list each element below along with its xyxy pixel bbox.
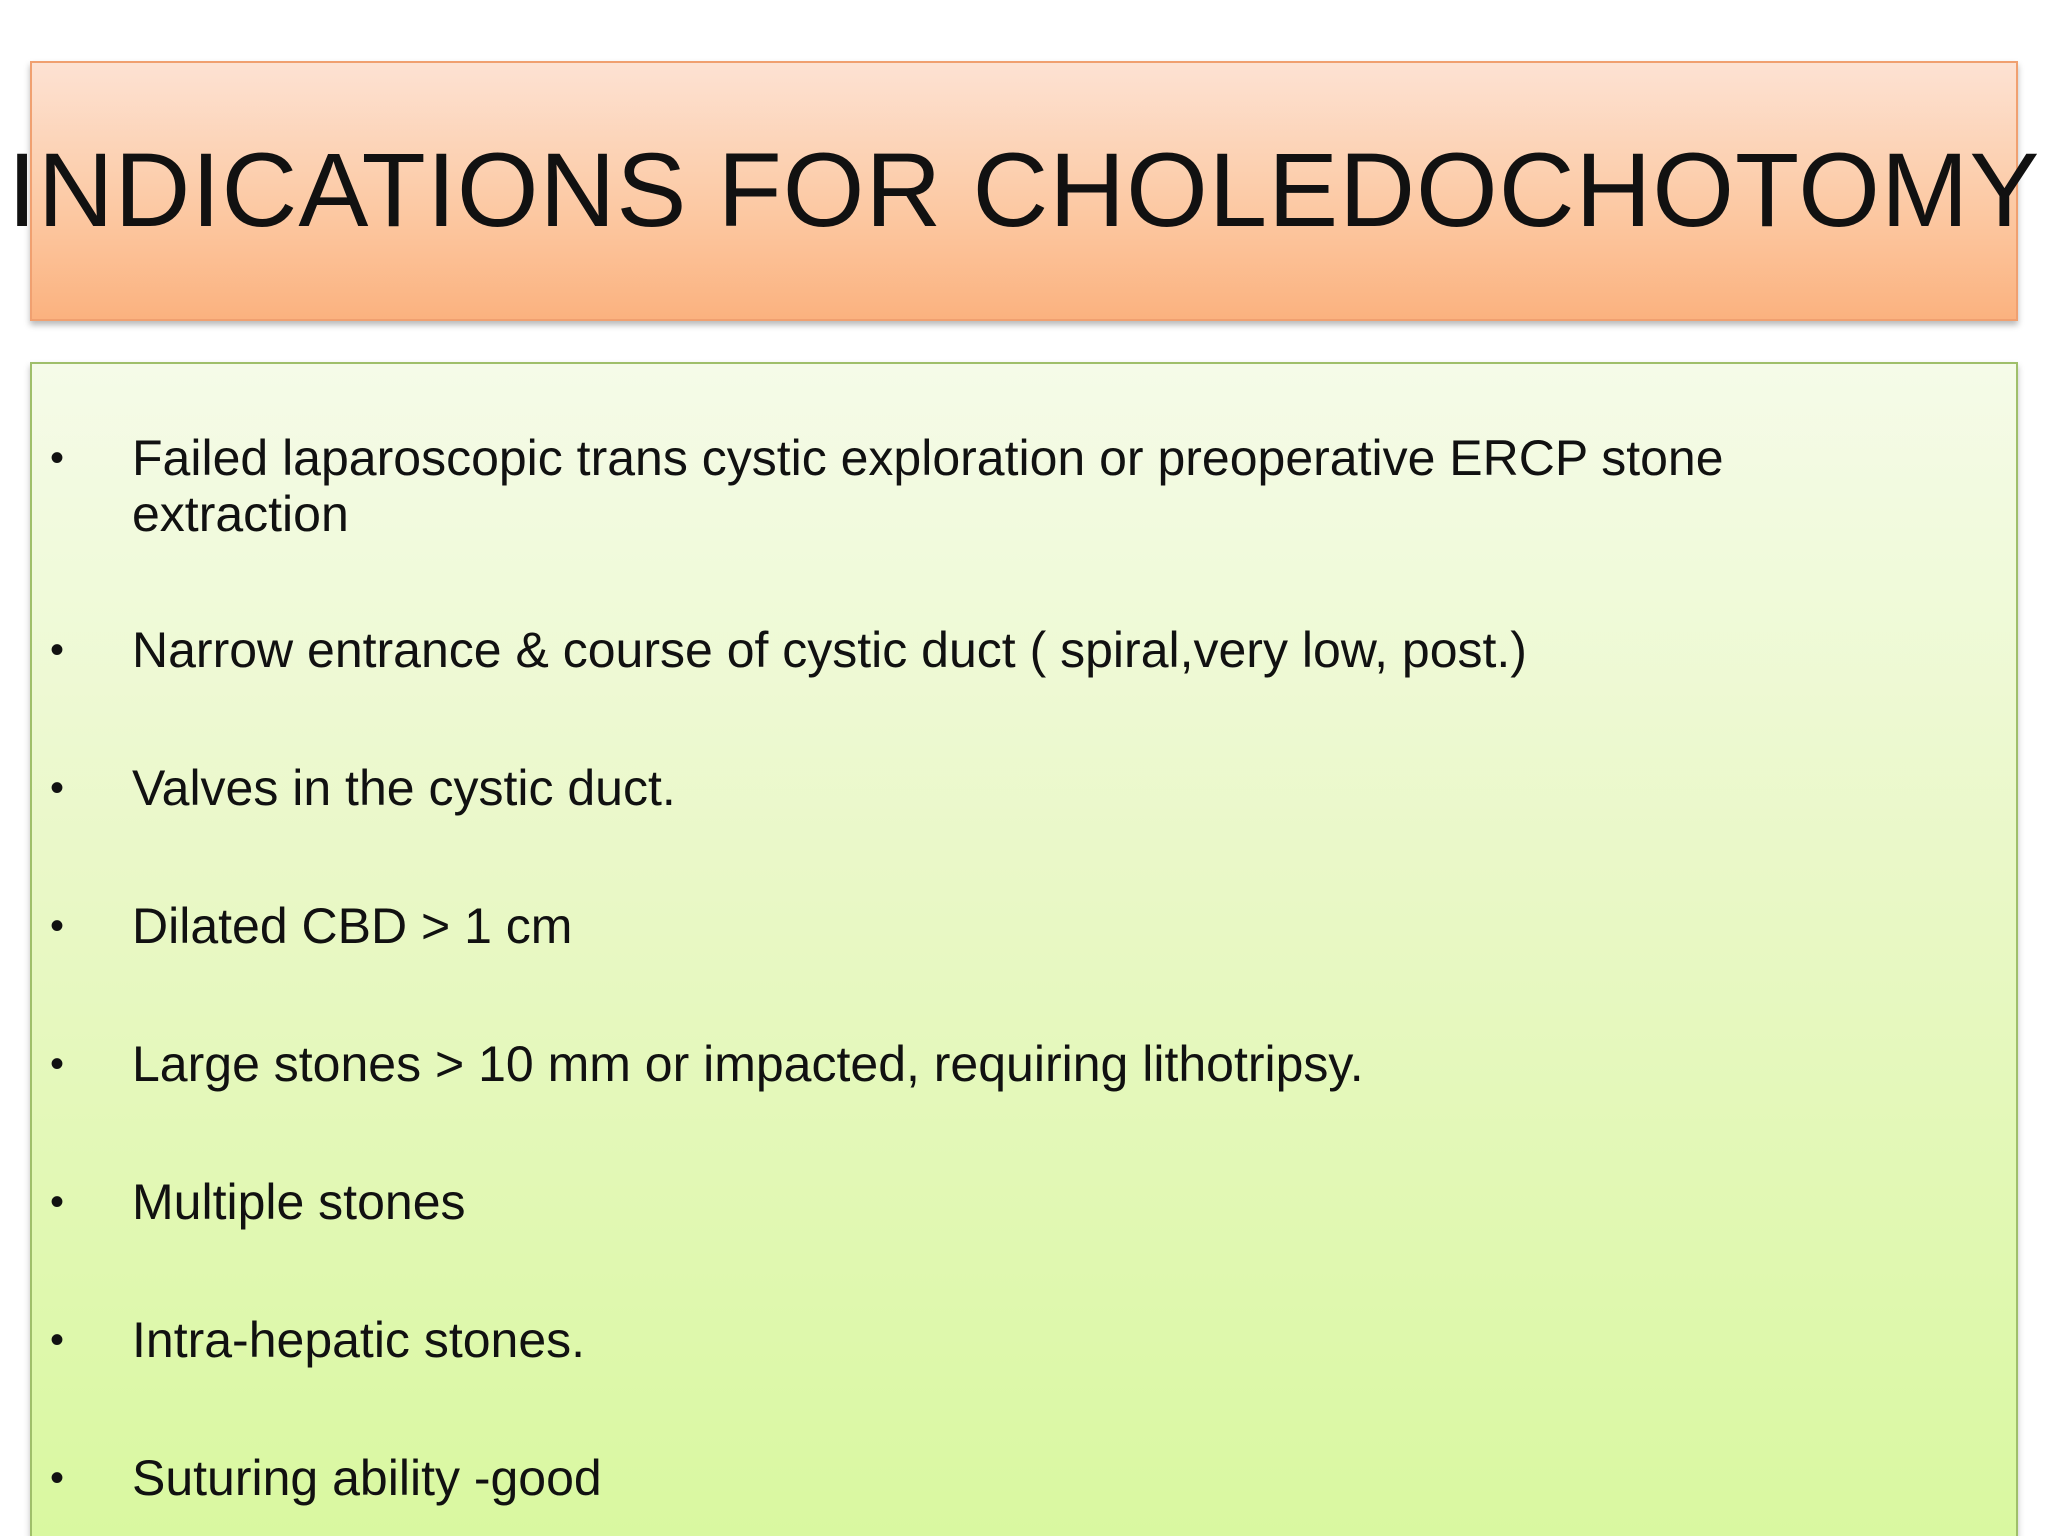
slide-title: INDICATIONS FOR CHOLEDOCHOTOMY [7,132,2041,249]
bullet-icon: • [50,1456,65,1500]
bullet-text: Multiple stones [132,1174,466,1230]
title-box [7,61,2041,321]
bullet-icon: • [50,628,65,672]
bullet-icon: • [50,904,65,948]
bullet-icon: • [50,766,65,810]
content-box [30,362,2018,1536]
bullet-text: Large stones > 10 mm or impacted, requiring lithotripsy. [132,1036,1364,1092]
bullet-text: Failed laparoscopic trans cystic exploration or preoperative ERCP stone extraction [132,430,1724,542]
bullet-text: Dilated CBD > 1 cm [132,898,573,954]
bullet-text: Valves in the cystic duct. [132,760,676,816]
bullet-text: Narrow entrance & course of cystic duct ( spiral,very low, post.) [132,622,1527,678]
bullet-icon: • [50,436,65,480]
bullet-text: Suturing ability -good [132,1450,602,1506]
bullet-icon: • [50,1180,65,1224]
bullet-icon: • [50,1042,65,1086]
bullet-icon: • [50,1318,65,1362]
bullet-text: Intra-hepatic stones. [132,1312,586,1368]
